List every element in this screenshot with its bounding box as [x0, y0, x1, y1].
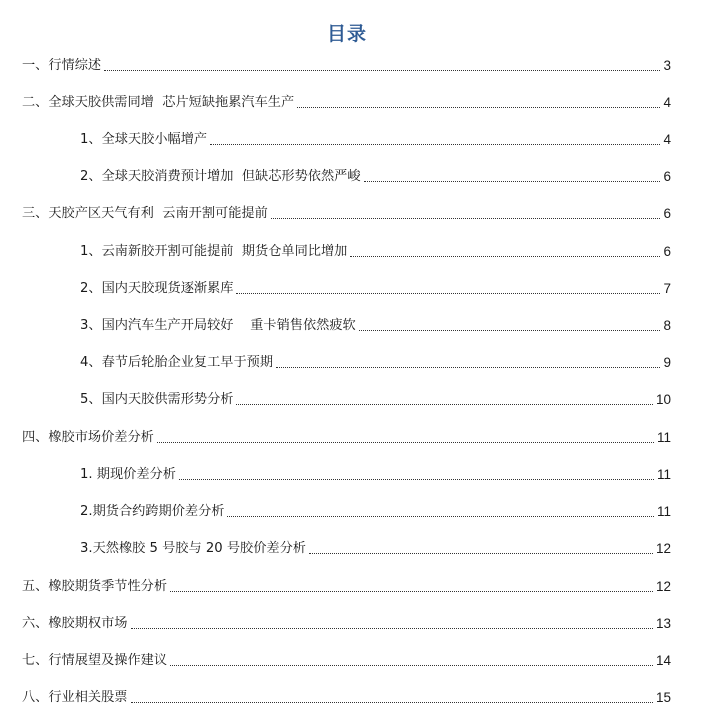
dot-leader — [157, 442, 654, 443]
toc-page-number: 11 — [656, 430, 671, 445]
toc-entry-label: 2、全球天胶消费预计增加 但缺芯形势依然严峻 — [80, 169, 361, 184]
toc-entry-6[interactable] — [22, 614, 671, 634]
dot-leader — [271, 218, 661, 219]
toc-page-number: 11 — [656, 504, 671, 519]
dot-leader — [170, 591, 653, 592]
toc-entry-4-1[interactable] — [80, 465, 671, 485]
toc-entry-label: 八、行业相关股票 — [22, 690, 128, 705]
dot-leader — [131, 628, 653, 629]
toc-entry-label: 3、国内汽车生产开局较好 重卡销售依然疲软 — [80, 318, 356, 333]
toc-entry-label: 1、全球天胶小幅增产 — [80, 132, 208, 147]
toc-page-number: 6 — [663, 206, 671, 221]
toc-entry-label: 四、橡胶市场价差分析 — [22, 430, 154, 445]
toc-entry-label: 1. 期现价差分析 — [80, 467, 176, 482]
toc-entry-4-3[interactable] — [80, 539, 671, 559]
toc-entry-4-2[interactable] — [80, 502, 671, 522]
toc-entry-3-3[interactable] — [80, 316, 671, 336]
toc-entry-label: 一、行情综述 — [22, 58, 102, 73]
toc-entry-label: 五、橡胶期货季节性分析 — [22, 579, 168, 594]
dot-leader — [276, 367, 660, 368]
toc-page-number: 11 — [656, 467, 671, 482]
toc-entry-label: 三、天胶产区天气有利 云南开割可能提前 — [22, 206, 268, 221]
toc-page-number: 10 — [655, 392, 671, 407]
toc-entry-label: 七、行情展望及操作建议 — [22, 653, 168, 668]
toc-entry-8[interactable] — [22, 688, 671, 708]
dot-leader — [131, 702, 653, 703]
toc-page-number: 8 — [663, 318, 671, 333]
toc-page-number: 6 — [663, 244, 671, 259]
dot-leader — [210, 144, 660, 145]
toc-entry-label: 二、全球天胶供需同增 芯片短缺拖累汽车生产 — [22, 95, 295, 110]
toc-entry-label: 4、春节后轮胎企业复工早于预期 — [80, 355, 274, 370]
toc-page-number: 9 — [663, 355, 671, 370]
dot-leader — [350, 256, 660, 257]
dot-leader — [309, 553, 653, 554]
toc-entry-label: 3.天然橡胶 5 号胶与 20 号胶价差分析 — [80, 541, 306, 556]
toc-page-number: 14 — [655, 653, 671, 668]
toc-page-number: 4 — [663, 132, 671, 147]
toc-entry-3-1[interactable] — [80, 242, 671, 262]
dot-leader — [364, 181, 661, 182]
toc-entry-label: 5、国内天胶供需形势分析 — [80, 392, 234, 407]
toc-page-number: 4 — [663, 95, 671, 110]
toc-entry-3-5[interactable] — [80, 390, 671, 410]
dot-leader — [104, 70, 660, 71]
toc-page-number: 13 — [655, 616, 671, 631]
toc-entry-label: 2.期货合约跨期价差分析 — [80, 504, 225, 519]
toc-page-number: 3 — [663, 58, 671, 73]
toc-entry-7[interactable] — [22, 651, 671, 671]
toc-entry-3-4[interactable] — [80, 353, 671, 373]
toc-page-number: 15 — [655, 690, 671, 705]
dot-leader — [359, 330, 661, 331]
toc-page-number: 12 — [655, 541, 671, 556]
toc-entry-4[interactable] — [22, 428, 671, 448]
toc-title: 目录 — [326, 23, 367, 45]
toc-page-number: 6 — [663, 169, 671, 184]
toc-page-number: 7 — [663, 281, 671, 296]
dot-leader — [297, 107, 660, 108]
toc-entry-2-2[interactable] — [80, 167, 671, 187]
toc-entry-5[interactable] — [22, 577, 671, 597]
dot-leader — [227, 516, 654, 517]
dot-leader — [170, 665, 653, 666]
toc-entry-3[interactable] — [22, 204, 671, 224]
dot-leader — [236, 404, 653, 405]
toc-entry-2-1[interactable] — [80, 130, 671, 150]
dot-leader — [236, 293, 660, 294]
toc-entry-label: 2、国内天胶现货逐渐累库 — [80, 281, 234, 296]
dot-leader — [179, 479, 654, 480]
toc-entry-1[interactable] — [22, 56, 671, 76]
toc-entry-label: 六、橡胶期权市场 — [22, 616, 128, 631]
toc-entry-2[interactable] — [22, 93, 671, 113]
toc-entry-label: 1、云南新胶开割可能提前 期货仓单同比增加 — [80, 244, 348, 259]
toc-entry-3-2[interactable] — [80, 279, 671, 299]
toc-page-number: 12 — [655, 579, 671, 594]
